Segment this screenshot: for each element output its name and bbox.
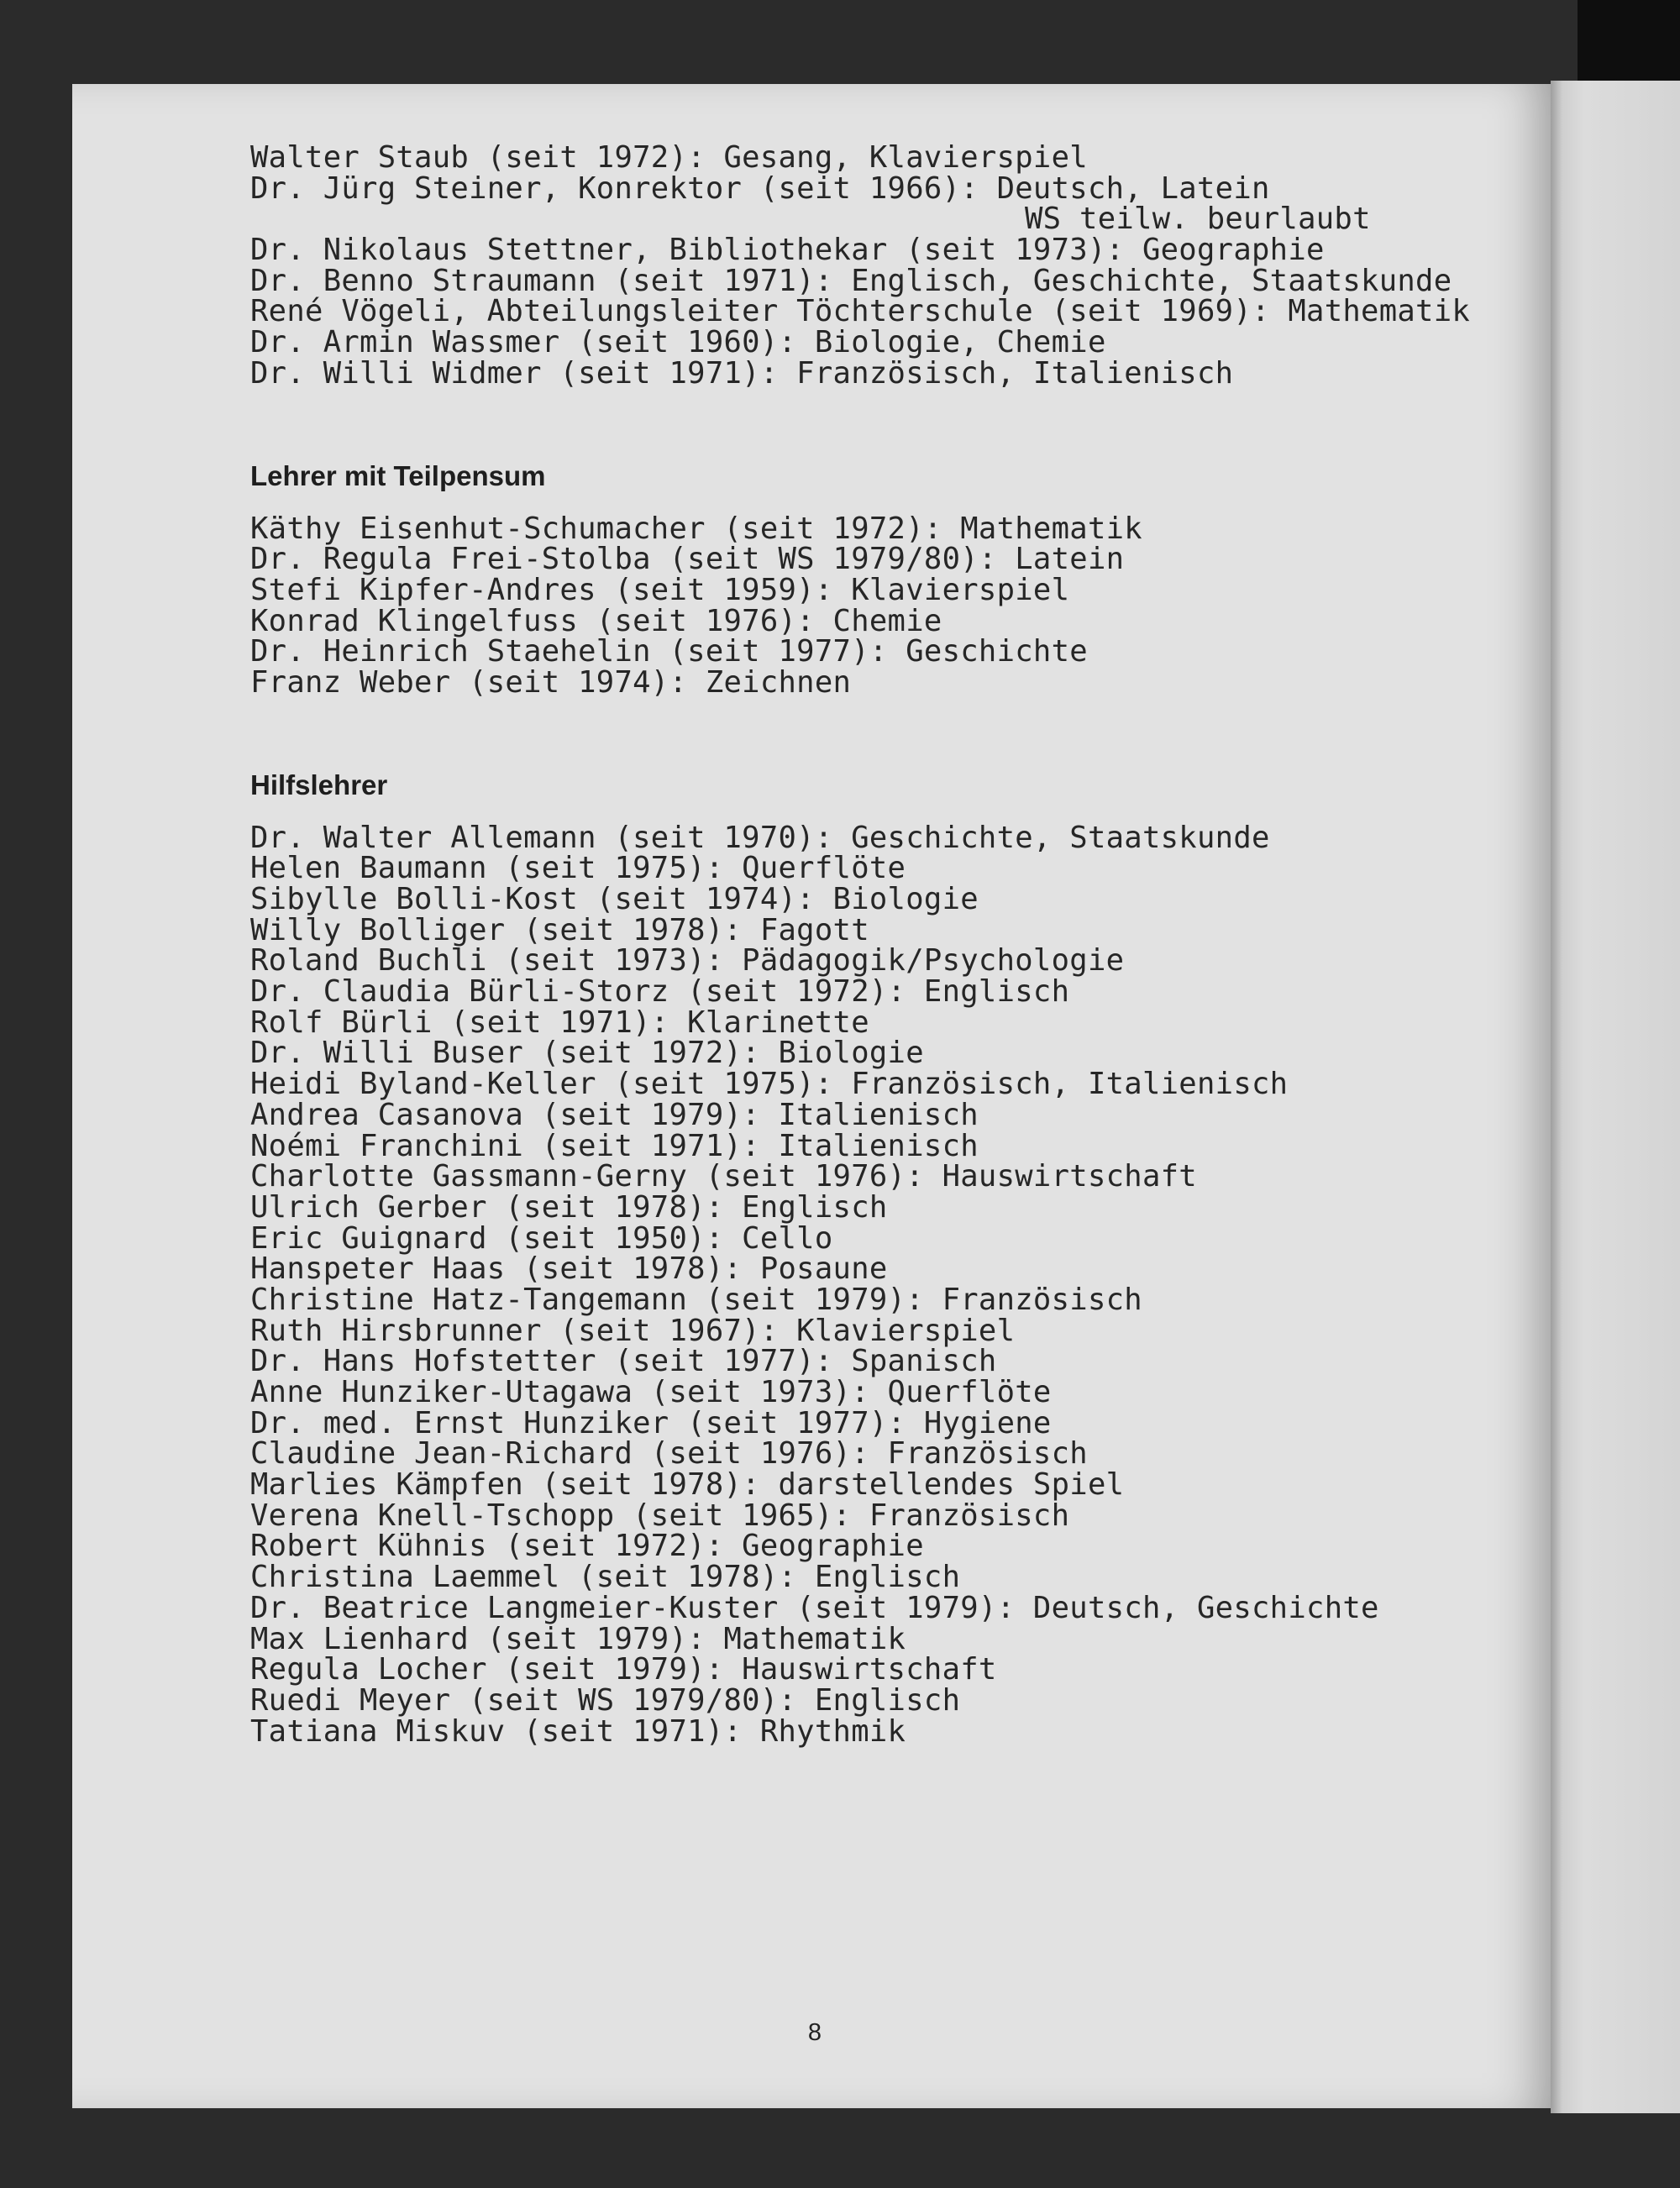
list-item: Rolf Bürli (seit 1971): Klarinette (250, 1005, 869, 1040)
list-item: Dr. Jürg Steiner, Konrektor (seit 1966): Deutsch, Latein (250, 171, 1270, 206)
list-item: Anne Hunziker-Utagawa (seit 1973): Querflöte (250, 1375, 1052, 1409)
list-item: Käthy Eisenhut-Schumacher (seit 1972): Mathematik (250, 511, 1142, 546)
list-item: Dr. Walter Allemann (seit 1970): Geschichte, Staatskunde (250, 820, 1270, 855)
assistant-teacher-list (250, 820, 1544, 1749)
list-item: Helen Baumann (seit 1975): Querflöte (250, 851, 906, 886)
list-item: Roland Buchli (seit 1973): Pädagogik/Psychologie (250, 943, 1125, 979)
list-item: Eric Guignard (seit 1950): Cello (250, 1220, 833, 1256)
list-item: Charlotte Gassmann-Gerny (seit 1976): Hauswirtschaft (250, 1159, 1197, 1194)
list-item: Konrad Klingelfuss (seit 1976): Chemie (250, 603, 942, 638)
list-item: Dr. Hans Hofstetter (seit 1977): Spanisch (250, 1344, 997, 1379)
list-item: Sibylle Bolli-Kost (seit 1974): Biologie (250, 882, 979, 916)
list-item: Dr. Nikolaus Stettner, Bibliothekar (seit 1973): Geographie (250, 233, 1325, 268)
list-item: Ruedi Meyer (seit WS 1979/80): Englisch (250, 1682, 961, 1718)
list-item: René Vögeli, Abteilungsleiter Töchterschule (seit 1969): Mathematik (250, 294, 1471, 329)
list-item: Claudine Jean-Richard (seit 1976): Französisch (250, 1436, 1088, 1472)
list-item: Dr. Armin Wassmer (seit 1960): Biologie, Chemie (250, 325, 1106, 360)
list-item: Christine Hatz-Tangemann (seit 1979): Französisch (250, 1282, 1142, 1317)
list-item: Dr. Willi Buser (seit 1972): Biologie (250, 1036, 924, 1071)
teacher-list-continued (250, 140, 1544, 391)
list-item: Hanspeter Haas (seit 1978): Posaune (250, 1251, 888, 1287)
list-item: Dr. Regula Frei-Stolba (seit WS 1979/80): Latein (250, 542, 1125, 577)
list-item: Willy Bolliger (seit 1978): Fagott (250, 912, 869, 947)
list-item: Heidi Byland-Keller (seit 1975): Französisch, Italienisch (250, 1067, 1289, 1102)
list-item: Andrea Casanova (seit 1979): Italienisch (250, 1097, 979, 1132)
adjacent-page-edge (1551, 81, 1680, 2113)
section-heading-assistant: Hilfslehrer (250, 769, 388, 800)
list-item: Dr. Willi Widmer (seit 1971): Französisch, Italienisch (250, 355, 1234, 391)
list-item: Dr. Benno Straumann (seit 1971): Englisch, Geschichte, Staatskunde (250, 263, 1452, 298)
page-content (250, 140, 1544, 1749)
list-item: Stefi Kipfer-Andres (seit 1959): Klavierspiel (250, 572, 1070, 607)
part-time-teacher-list (250, 511, 1544, 700)
list-item: Dr. med. Ernst Hunziker (seit 1977): Hygiene (250, 1405, 1052, 1440)
list-item: Marlies Kämpfen (seit 1978): darstellendes Spiel (250, 1467, 1125, 1503)
section-heading-part-time: Lehrer mit Teilpensum (250, 459, 546, 491)
list-item: Walter Staub (seit 1972): Gesang, Klavierspiel (250, 140, 1088, 175)
list-item: Dr. Claudia Bürli-Storz (seit 1972): Englisch (250, 974, 1070, 1010)
list-item: Dr. Beatrice Langmeier-Kuster (seit 1979): Deutsch, Geschichte (250, 1590, 1379, 1625)
page-number: 8 (807, 2019, 822, 2046)
list-item: Regula Locher (seit 1979): Hauswirtschaft (250, 1652, 997, 1687)
list-item: Max Lienhard (seit 1979): Mathematik (250, 1621, 906, 1656)
list-item: Dr. Heinrich Staehelin (seit 1977): Geschichte (250, 634, 1088, 669)
list-item: Robert Kühnis (seit 1972): Geographie (250, 1529, 924, 1564)
list-item: Franz Weber (seit 1974): Zeichnen (250, 664, 852, 700)
list-item: Noémi Franchini (seit 1971): Italienisch (250, 1128, 979, 1163)
list-item: Tatiana Miskuv (seit 1971): Rhythmik (250, 1713, 906, 1749)
list-item-note: WS teilw. beurlaubt (1025, 202, 1371, 237)
list-item: Verena Knell-Tschopp (seit 1965): Französisch (250, 1498, 1070, 1533)
list-item: Christina Laemmel (seit 1978): Englisch (250, 1560, 961, 1595)
background-corner (1578, 0, 1680, 81)
list-item: Ruth Hirsbrunner (seit 1967): Klavierspiel (250, 1313, 1016, 1348)
list-item: Ulrich Gerber (seit 1978): Englisch (250, 1189, 888, 1225)
